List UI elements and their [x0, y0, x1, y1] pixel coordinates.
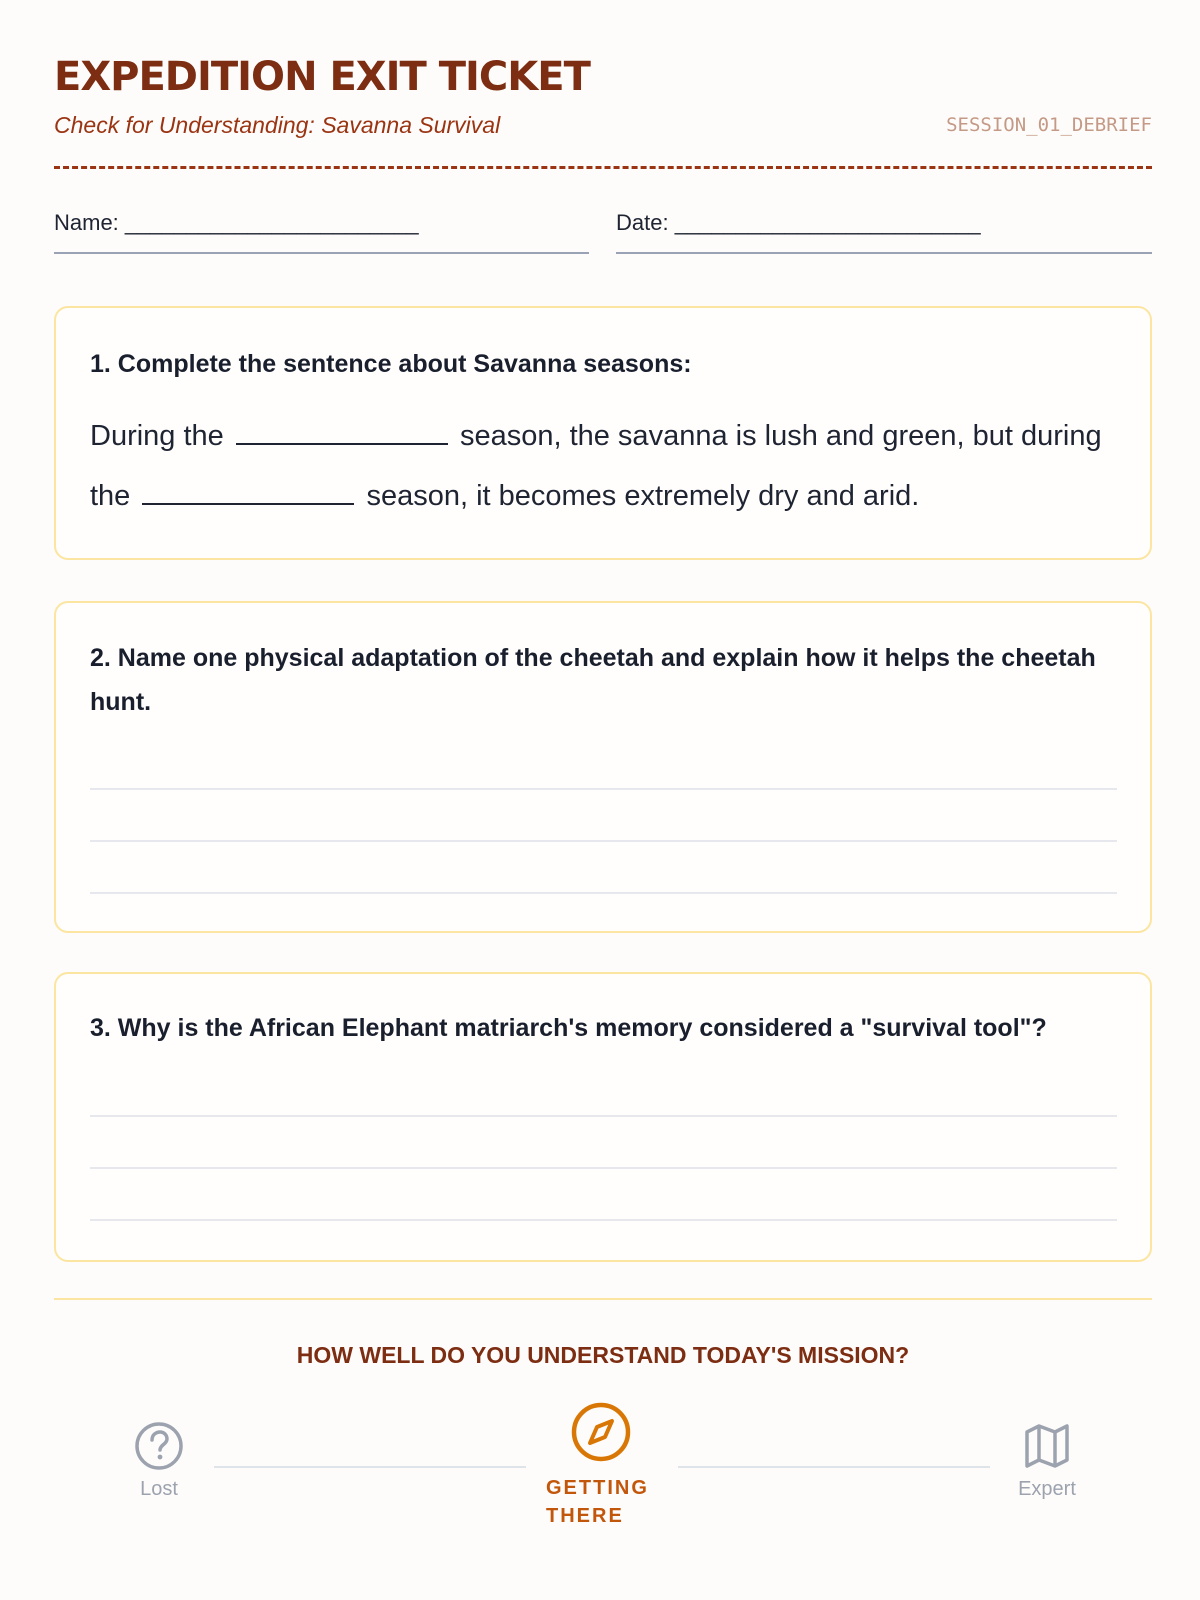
- date-label: Date:: [616, 210, 669, 235]
- sentence-part-3: season, it becomes extremely dry and arid.: [366, 480, 920, 512]
- level-label-expert: Expert: [1018, 1478, 1076, 1500]
- level-label-getting-there: GETTING THERE: [546, 1477, 649, 1527]
- answer-line: [90, 892, 1117, 894]
- compass-icon: [569, 1400, 633, 1464]
- question-card-1: [54, 306, 1152, 560]
- season-blank-1[interactable]: [236, 442, 448, 445]
- answer-line: [90, 1115, 1117, 1117]
- question-prompt-3: 3. Why is the African Elephant matriarch's memory considered a "survival tool"?: [90, 1014, 1047, 1042]
- sentence-part-2: season, the savanna is lush and green, but during the: [90, 420, 1102, 512]
- level-getting-there[interactable]: [536, 1400, 666, 1530]
- answer-line: [90, 840, 1117, 842]
- sentence-part-1: During the: [90, 420, 224, 452]
- question-prompt-1: 1. Complete the sentence about Savanna seasons:: [90, 350, 692, 378]
- exit-ticket-page: [54, 0, 1152, 1600]
- date-blank: _________________________: [674, 210, 981, 235]
- student-info-fields: [54, 210, 1152, 254]
- self-assessment-question: HOW WELL DO YOU UNDERSTAND TODAY'S MISSION?: [296, 1342, 910, 1368]
- page-subtitle: Check for Understanding: Savanna Survival: [54, 112, 501, 138]
- page-title: EXPEDITION EXIT TICKET: [54, 54, 590, 100]
- question-circle-icon: [133, 1420, 185, 1472]
- header-divider: [54, 166, 1152, 169]
- level-label-lost: Lost: [140, 1478, 178, 1500]
- scale-connector: [678, 1466, 990, 1468]
- footer-divider: [54, 1298, 1152, 1300]
- fill-in-sentence: [90, 406, 1120, 526]
- name-blank: ________________________: [124, 210, 419, 235]
- question-card-2: [54, 601, 1152, 933]
- level-expert[interactable]: [992, 1420, 1102, 1501]
- scale-connector: [214, 1466, 526, 1468]
- understanding-scale: [54, 1400, 1152, 1530]
- session-code: SESSION_01_DEBRIEF: [946, 114, 1152, 136]
- answer-line: [90, 788, 1117, 790]
- header: [54, 52, 1152, 172]
- level-lost[interactable]: [104, 1420, 214, 1501]
- season-blank-2[interactable]: [142, 502, 354, 505]
- date-field[interactable]: [616, 210, 1152, 254]
- name-label: Name:: [54, 210, 119, 235]
- answer-line: [90, 1167, 1117, 1169]
- question-card-3: [54, 972, 1152, 1262]
- question-prompt-2: 2. Name one physical adaptation of the cheetah and explain how it helps the cheetah hunt.: [90, 644, 1096, 716]
- answer-line: [90, 1219, 1117, 1221]
- name-field[interactable]: [54, 210, 589, 254]
- map-icon: [1021, 1420, 1073, 1472]
